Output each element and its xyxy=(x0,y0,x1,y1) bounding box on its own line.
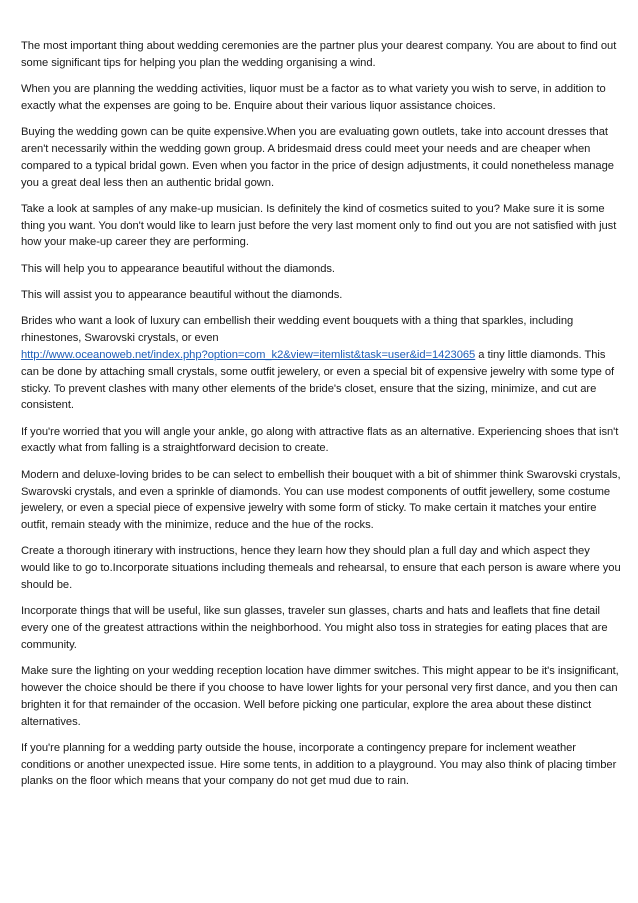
paragraph: This will help you to appearance beautiful without the diamonds. xyxy=(21,262,335,275)
paragraph: If you're planning for a wedding party outside the house, incorporate a contingency prepare for inclement weather conditions or another unexpected issue. Hire some tents, in addition to a playground. You may also think of placing timber planks on the floor which means that your company do not get mud due to rain. xyxy=(21,741,617,788)
paragraph-with-link xyxy=(21,313,621,414)
paragraph: Incorporate things that will be useful, like sun glasses, traveler sun glasses, charts and hats and leaflets that fine detail every one of the greatest attractions within the neighborhood. You might also toss in strategies for eating places that are community. xyxy=(21,605,608,651)
paragraph: Take a look at samples of any make-up musician. Is definitely the kind of cosmetics suited to you? Make sure it is some thing you want. You don't would like to learn just before the very last moment only to find out you are not satisfied with just how your make-up career they are performing. xyxy=(21,202,617,249)
paragraph: Create a thorough itinerary with instructions, hence they learn how they should plan a full day and which aspect they would like to go to.Incorporate situations including themeals and rehearsal, to ensure that each person is aware where you should be. xyxy=(21,545,621,592)
paragraph: Make sure the lighting on your wedding reception location have dimmer switches. This might appear to be it's insignificant, however the choice should be there if you choose to have lower lights for your personal very first dance, and you then can brighten it for that remainder of the occasion. Well before picking one particular, explore the area about these distinct alternatives. xyxy=(21,665,619,728)
paragraph: This will assist you to appearance beautiful without the diamonds. xyxy=(21,289,343,302)
article-body xyxy=(21,38,621,800)
paragraph: If you're worried that you will angle your ankle, go along with attractive flats as an alternative. Experiencing shoes that isn't exactly what from falling is a straightforward decision to create. xyxy=(21,425,619,455)
paragraph: The most important thing about wedding ceremonies are the partner plus your dearest company. You are about to find out some significant tips for helping you plan the wedding organising a wind. xyxy=(21,40,617,69)
paragraph: Buying the wedding gown can be quite expensive.When you are evaluating gown outlets, take into account dresses that aren't necessarily within the wedding gown group. A bridesmaid dress could meet your needs and are cheaper when compared to a typical bridal gown. Even when you factor in the price of design adjustments, it could nonetheless manage you a great deal less then an authentic bridal gown. xyxy=(21,126,614,189)
paragraph: Modern and deluxe-loving brides to be can select to embellish their bouquet with a bit of shimmer think Swarovski crystals, Swarovski crystals, and even a sprinkle of diamonds. You can use modest components of outfit jewellery, some costume jewelery, or even a special piece of expensive jewelry with some form of sticky. To make certain it matches your entire outfit, remain steady with the minimize, reduce and the hue of the rocks. xyxy=(21,468,621,532)
paragraph-text-after-link: a tiny little diamonds. This can be done by attaching small crystals, some outfit jewelery, or even a special bit of expensive jewelry with some type of sticky. To prevent clashes with many other elements of the bride's closet, ensure that the sizing, minimize, and cut are consistent. xyxy=(21,348,615,412)
paragraph-text-before-link: Brides who want a look of luxury can embellish their wedding event bouquets with a thing that sparkles, including rhinestones, Swarovski crystals, or even xyxy=(21,315,574,345)
paragraph: When you are planning the wedding activities, liquor must be a factor as to what variety you wish to serve, in addition to exactly what the expenses are going to be. Enquire about their various liquor assistance choices. xyxy=(21,83,606,112)
external-link[interactable]: http://www.oceanoweb.net/index.php?option=com_k2&view=itemlist&task=user&id=1423065 xyxy=(21,348,476,361)
